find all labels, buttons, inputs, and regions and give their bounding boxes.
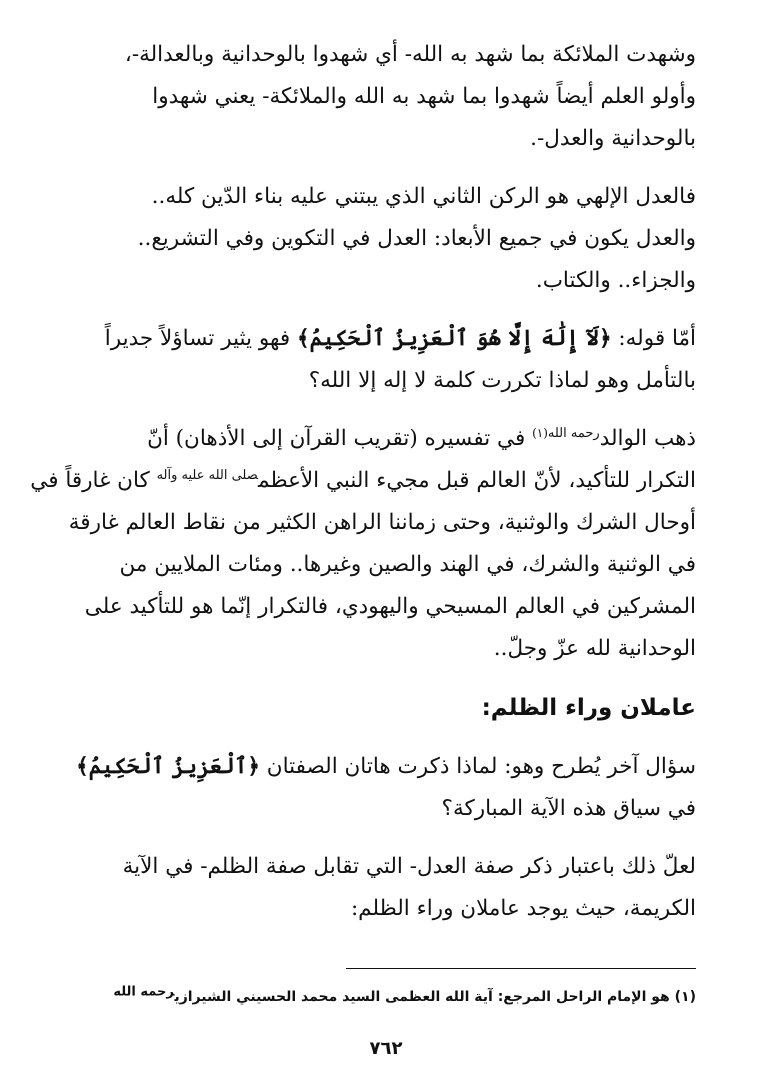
text-line: الكريمة، حيث يوجد عاملان وراء الظلم: (350, 896, 696, 921)
text-line: أوحال الشرك والوثنية، وحتى زماننا الراهن الكثير من نقاط العالم غارقة (68, 510, 696, 535)
paragraph-3 (72, 318, 696, 402)
text-line: فالعدل الإلهي هو الركن الثاني الذي يبتني عليه بناء الدّين كله.. (151, 184, 696, 209)
text-line: في سياق هذه الآية المباركة؟ (441, 796, 696, 821)
text-line: وأولو العلم أيضاً شهدوا بما شهد به الله والملائكة- يعني شهدوا (152, 84, 696, 109)
text-fragment: أمّا قوله: (611, 326, 696, 351)
text-fragment: سؤال آخر يُطرح وهو: لماذا ذكرت هاتان الصفتان (259, 754, 696, 779)
text-line: لعلّ ذلك باعتبار ذكر صفة العدل- التي تقابل صفة الظلم- في الآية (122, 854, 696, 879)
text-line: المشركين في العالم المسيحي واليهودي، فالتكرار إنّما هو للتأكيد على (84, 594, 696, 619)
quran-verse: ﴿ٱلْعَزِيزُ ٱلْحَكِيمُ﴾ (76, 754, 260, 779)
paragraph-2 (72, 176, 696, 302)
footnote-ref: (١) (532, 425, 548, 440)
text-line (72, 746, 696, 788)
footnote (72, 984, 696, 1010)
text-fragment: فهو يثير تساؤلاً جديراً (104, 326, 297, 351)
footnote-divider (346, 968, 696, 969)
honorific-mark: رحمه الله (547, 425, 600, 441)
footnote-text: (١) هو الإمام الراحل المرجع: آية الله العظمى السيد محمد الحسيني الشيرازي (174, 989, 696, 1005)
text-fragment: كان غارقاً في (30, 468, 157, 493)
text-line: والجزاء.. والكتاب. (535, 268, 696, 293)
paragraph-6 (72, 846, 696, 930)
page-number: ٧٦٢ (369, 1038, 403, 1059)
paragraph-4 (30, 418, 696, 670)
text-fragment: التكرار للتأكيد، لأنّ العالم قبل مجيء النبي الأعظم (258, 468, 696, 493)
paragraph-1 (72, 34, 696, 160)
honorific-mark: صلى الله عليه وآله (156, 467, 259, 483)
text-line (72, 418, 696, 460)
text-fragment: في تفسيره (تقريب القرآن إلى الأذهان) أنّ (147, 426, 533, 451)
quran-verse: ﴿لَآ إِلَٰهَ إِلَّا هُوَ ٱلْعَزِيزُ ٱلْحَكِيمُ﴾ (297, 326, 612, 351)
honorific-mark: رحمه الله (113, 984, 175, 1000)
text-line (72, 318, 696, 360)
text-line: الوحدانية لله عزّ وجلّ.. (493, 636, 696, 661)
page-body (30, 34, 696, 946)
section-heading: عاملان وراء الظلم: (481, 695, 696, 721)
text-line: والعدل يكون في جميع الأبعاد: العدل في التكوين وفي التشريع.. (137, 226, 696, 251)
text-fragment: ذهب الوالد (599, 426, 696, 451)
text-line: بالتأمل وهو لماذا تكررت كلمة لا إله إلا الله؟ (308, 368, 696, 393)
text-line: في الوثنية والشرك، في الهند والصين وغيرها.. ومئات الملايين من (119, 552, 696, 577)
text-line: وشهدت الملائكة بما شهد به الله- أي شهدوا بالوحدانية وبالعدالة-، (124, 42, 696, 67)
paragraph-5 (72, 746, 696, 830)
text-line: بالوحدانية والعدل-. (530, 126, 696, 151)
text-line (30, 460, 696, 502)
